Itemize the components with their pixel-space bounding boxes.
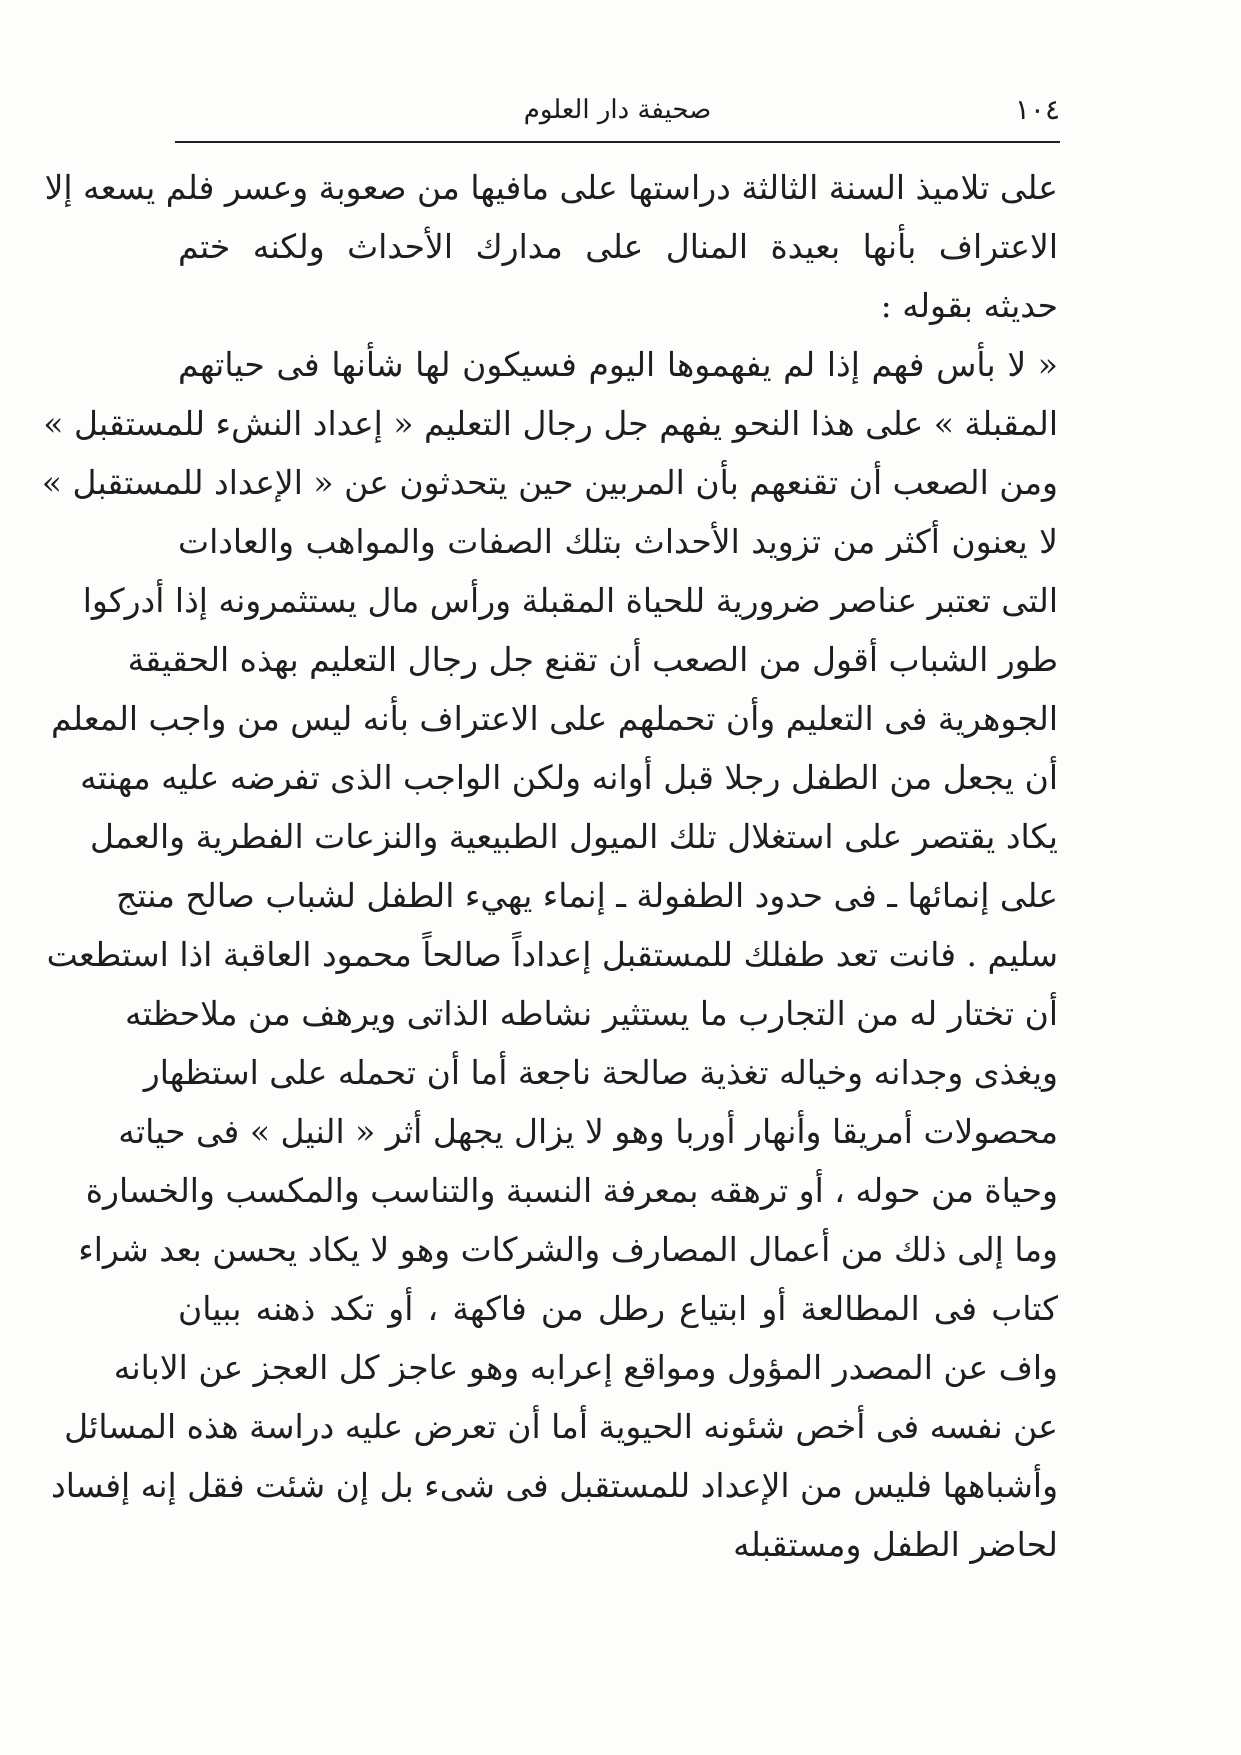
text-line: يكاد يقتصر على استغلال تلك الميول الطبيعية والنزعات الفطرية والعمل [89, 817, 1058, 856]
text-line: لا يعنون أكثر من تزويد الأحداث بتلك الصفات والمواهب والعادات [178, 522, 1058, 561]
text-line: وأشباهها فليس من الإعداد للمستقبل فى شىء بل إن شئت فقل إنه إفساد [51, 1466, 1058, 1505]
text-line: وحياة من حوله ، أو ترهقه بمعرفة النسبة والتناسب والمكسب والخسارة [85, 1171, 1058, 1210]
text-line: على تلاميذ السنة الثالثة دراستها على مافيها من صعوبة وعسر فلم يسعه إلا [44, 168, 1058, 207]
text-line: عن نفسه فى أخص شئونه الحيوية أما أن تعرض عليه دراسة هذه المسائل [64, 1407, 1058, 1446]
text-line: لحاضر الطفل ومستقبله [733, 1525, 1058, 1564]
text-line: التى تعتبر عناصر ضرورية للحياة المقبلة ورأس مال يستثمرونه إذا أدركوا [82, 581, 1058, 620]
text-line: ومن الصعب أن تقنعهم بأن المربين حين يتحدثون عن « الإعداد للمستقبل » [41, 463, 1058, 502]
running-title: صحيفة دار العلوم [523, 95, 712, 125]
text-line: سليم . فانت تعد طفلك للمستقبل إعداداً صالحاً محمود العاقبة اذا استطعت [46, 935, 1058, 974]
text-line: أن تختار له من التجارب ما يستثير نشاطه الذاتى ويرهف من ملاحظته [125, 994, 1058, 1033]
body-text [41, 158, 1058, 1574]
header-rule [175, 141, 1060, 143]
text-line: المقبلة » على هذا النحو يفهم جل رجال التعليم « إعداد النشء للمستقبل » [43, 404, 1058, 443]
text-line: الاعتراف بأنها بعيدة المنال على مدارك الأحداث ولكنه ختم [178, 227, 1058, 266]
text-line: حديثه بقوله : [880, 286, 1058, 325]
text-line: « لا بأس فهم إذا لم يفهموها اليوم فسيكون لها شأنها فى حياتهم [178, 345, 1058, 384]
text-line: الجوهرية فى التعليم وأن تحملهم على الاعتراف بأنه ليس من واجب المعلم [50, 699, 1058, 738]
text-line: طور الشباب أقول من الصعب أن تقنع جل رجال التعليم بهذه الحقيقة [127, 640, 1058, 679]
text-line: أن يجعل من الطفل رجلا قبل أوانه ولكن الواجب الذى تفرضه عليه مهنته [80, 758, 1058, 797]
text-line: واف عن المصدر المؤول ومواقع إعرابه وهو عاجز كل العجز عن الابانه [113, 1348, 1058, 1387]
page-number: ١٠٤ [1014, 93, 1060, 126]
text-line: محصولات أمريقا وأنهار أوربا وهو لا يزال يجهل أثر « النيل » فى حياته [118, 1112, 1058, 1151]
text-line: وما إلى ذلك من أعمال المصارف والشركات وهو لا يكاد يحسن بعد شراء [78, 1230, 1058, 1269]
page-header [175, 84, 1060, 136]
text-line: على إنمائها ـ فى حدود الطفولة ـ إنماء يهيء الطفل لشباب صالح منتج [116, 876, 1058, 915]
text-line: كتاب فى المطالعة أو ابتياع رطل من فاكهة ، أو تكد ذهنه ببيان [178, 1289, 1058, 1328]
text-line: ويغذى وجدانه وخياله تغذية صالحة ناجعة أما أن تحمله على استظهار [143, 1053, 1058, 1092]
